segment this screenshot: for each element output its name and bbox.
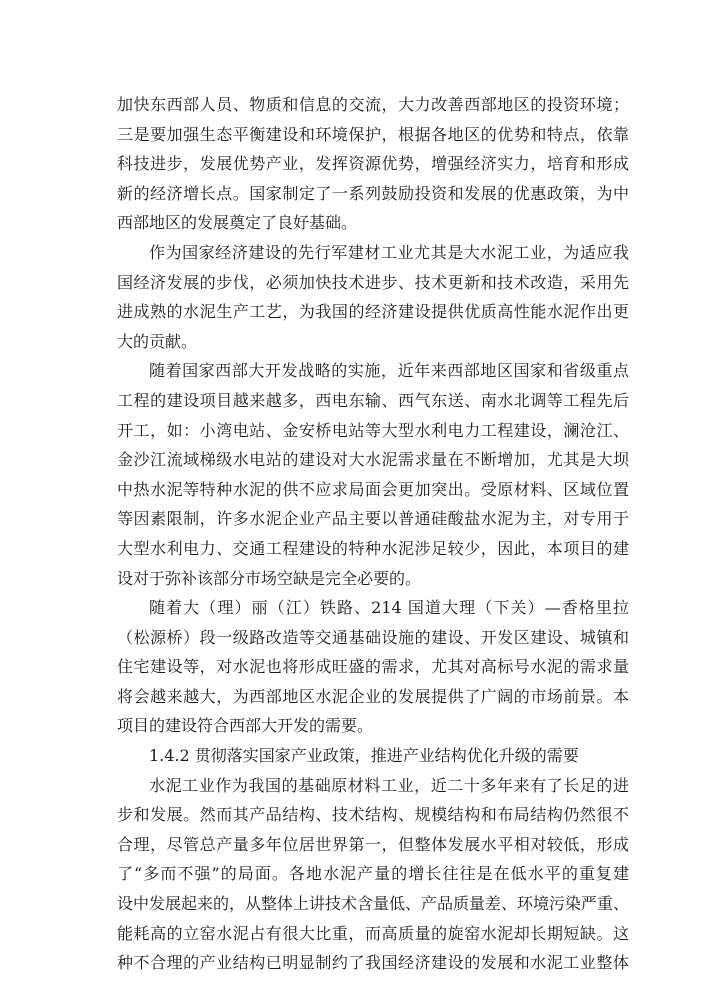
text-line: 金沙江流域梯级水电站的建设对大水泥需求量在不断增加，尤其是大坝	[117, 450, 629, 470]
text-line: 了“多而不强”的局面。各地水泥产量的增长往往是在低水平的重复建	[117, 864, 629, 884]
text-line: 国经济发展的步伐，必须加快技术进步、技术更新和技术改造，采用先	[117, 272, 629, 292]
paragraph	[117, 593, 629, 741]
section-heading-text: 1.4.2 贯彻落实国家产业政策，推进产业结构优化升级的需要	[149, 746, 579, 766]
text-line: 加快东西部人员、物质和信息的交流，大力改善西部地区的投资环境；	[117, 95, 629, 114]
section-heading	[117, 741, 629, 771]
text-line: 大的贡献。	[117, 331, 198, 351]
text-line: 中热水泥等特种水泥的供不应求局面会更加突出。受原材料、区域位置	[117, 479, 629, 499]
text-line: 科技进步，发展优势产业，发挥资源优势，增强经济实力，培育和形成	[117, 154, 629, 174]
text-line: 水泥工业作为我国的基础原材料工业，近二十多年来有了长足的进	[149, 775, 629, 795]
text-line: 种不合理的产业结构已明显制约了我国经济建设的发展和水泥工业整体	[117, 953, 629, 973]
text-line: 住宅建设等，对水泥也将形成旺盛的需求，尤其对高标号水泥的需求量	[117, 657, 629, 677]
text-line: 新的经济增长点。国家制定了一系列鼓励投资和发展的优惠政策，为中	[117, 183, 629, 203]
text-line: 大型水利电力、交通工程建设的特种水泥涉足较少，因此，本项目的建	[117, 538, 629, 558]
text-line: 设对于弥补该部分市场空缺是完全必要的。	[117, 568, 422, 588]
text-line: 设中发展起来的，从整体上讲技术含量低、产品质量差、环境污染严重、	[117, 894, 630, 914]
text-line: 项目的建设符合西部大开发的需要。	[117, 716, 374, 736]
text-line: 将会越来越大，为西部地区水泥企业的发展提供了广阔的市场前景。本	[117, 686, 629, 706]
text-line: 三是要加强生态平衡建设和环境保护，根据各地区的优势和特点，依靠	[117, 124, 629, 144]
text-line: 等因素限制，许多水泥企业产品主要以普通硅酸盐水泥为主，对专用于	[117, 509, 629, 529]
text-line: （松源桥）段一级路改造等交通基础设施的建设、开发区建设、城镇和	[117, 627, 629, 647]
text-line: 随着国家西部大开发战略的实施，近年来西部地区国家和省级重点	[149, 361, 629, 381]
text-line: 进成熟的水泥生产工艺，为我国的经济建设提供优质高性能水泥作出更	[117, 302, 629, 322]
text-line: 作为国家经济建设的先行军建材工业尤其是大水泥工业，为适应我	[149, 242, 629, 262]
document-body	[117, 90, 629, 978]
text-line: 合理，尽管总产量多年位居世界第一，但整体发展水平相对较低，形成	[117, 834, 629, 854]
text-line: 西部地区的发展奠定了良好基础。	[117, 213, 358, 233]
text-line: 随着大（理）丽（江）铁路、214 国道大理（下关）—香格里拉	[149, 598, 629, 618]
text-line: 能耗高的立窑水泥占有很大比重，而高质量的旋窑水泥却长期短缺。这	[117, 923, 629, 943]
text-line: 工程的建设项目越来越多，西电东输、西气东送、南水北调等工程先后	[117, 390, 629, 410]
text-line: 步和发展。然而其产品结构、技术结构、规模结构和布局结构仍然很不	[117, 805, 629, 825]
paragraph	[117, 356, 629, 593]
paragraph	[117, 90, 629, 238]
paragraph	[117, 771, 629, 978]
paragraph	[117, 238, 629, 356]
text-line: 开工，如：小湾电站、金安桥电站等大型水利电力工程建设，澜沧江、	[117, 420, 629, 440]
